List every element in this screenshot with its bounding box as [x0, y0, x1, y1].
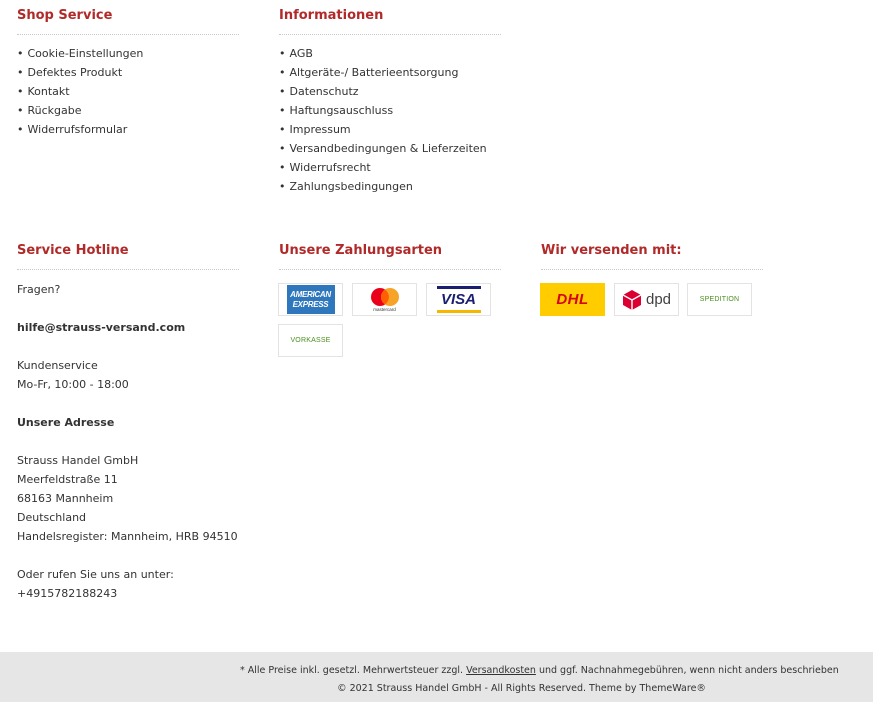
- dhl-badge: [540, 283, 605, 316]
- info-item-altgeraete[interactable]: [279, 63, 501, 82]
- address-country: Deutschland: [17, 511, 87, 524]
- shop-service-item-defekt[interactable]: [17, 63, 239, 82]
- withdrawal-form-link[interactable]: Widerrufsformular: [27, 123, 128, 136]
- info-item-agb[interactable]: [279, 44, 501, 63]
- footer-price-note-before: * Alle Preise inkl. gesetzl. Mehrwertsteuer zzgl.: [240, 665, 467, 676]
- info-item-datenschutz[interactable]: [279, 82, 501, 101]
- address-title: Unsere Adresse: [17, 416, 115, 429]
- hotline-phone[interactable]: +4915782188243: [17, 587, 118, 600]
- cookie-settings-link[interactable]: Cookie-Einstellungen: [27, 47, 144, 60]
- shop-service-section: [17, 6, 239, 139]
- payment-title: Unsere Zahlungsarten: [279, 243, 443, 258]
- shipping-title: Wir versenden mit:: [541, 243, 682, 258]
- defective-product-link[interactable]: Defektes Produkt: [27, 66, 123, 79]
- info-item-impressum[interactable]: [279, 120, 501, 139]
- informationen-list: [279, 44, 501, 196]
- mastercard-circles-icon: [368, 287, 402, 307]
- service-hotline-section: [17, 241, 239, 603]
- shipping-section: [541, 241, 763, 270]
- visa-logo: [437, 286, 481, 313]
- hotline-title: Service Hotline: [17, 243, 129, 258]
- shop-service-item-cookie[interactable]: [17, 44, 239, 63]
- informationen-title: Informationen: [279, 8, 384, 23]
- address-city: 68163 Mannheim: [17, 492, 114, 505]
- mastercard-logo: [368, 287, 402, 312]
- shop-service-item-widerrufsformular[interactable]: [17, 120, 239, 139]
- shop-service-divider: [17, 34, 239, 35]
- spedition-label: SPEDITION: [699, 296, 740, 303]
- info-item-haftung[interactable]: [279, 101, 501, 120]
- footer-price-note-after: und ggf. Nachnahmegebühren, wenn nicht anders beschrieben: [535, 665, 839, 676]
- hotline-divider: [17, 269, 239, 270]
- info-item-versand[interactable]: [279, 139, 501, 158]
- amex-badge: [278, 283, 343, 316]
- mastercard-badge: [352, 283, 417, 316]
- disclaimer-link[interactable]: Haftungsauschluss: [289, 104, 394, 117]
- shop-service-title: Shop Service: [17, 8, 113, 23]
- dpd-badge: [614, 283, 679, 316]
- footer-copyright: © 2021 Strauss Handel GmbH - All Rights Reserved. Theme by ThemeWare®: [337, 683, 706, 694]
- visa-label: VISA: [440, 291, 476, 308]
- amex-line2: EXPRESS: [292, 299, 329, 309]
- informationen-divider: [279, 34, 501, 35]
- mastercard-label: mastercard: [373, 307, 396, 312]
- shop-service-item-rueckgabe[interactable]: [17, 101, 239, 120]
- return-link[interactable]: Rückgabe: [27, 104, 82, 117]
- address-company: Strauss Handel GmbH: [17, 454, 139, 467]
- imprint-link[interactable]: Impressum: [289, 123, 351, 136]
- hotline-call-text: Oder rufen Sie uns an unter:: [17, 568, 174, 581]
- hotline-kundenservice: Kundenservice: [17, 359, 98, 372]
- withdrawal-right-link[interactable]: Widerrufsrecht: [289, 161, 371, 174]
- dpd-label: dpd: [645, 291, 672, 308]
- contact-link[interactable]: Kontakt: [27, 85, 70, 98]
- payment-section: [279, 241, 501, 270]
- dhl-logo: DHL: [556, 291, 589, 308]
- shipping-terms-link[interactable]: Versandbedingungen & Lieferzeiten: [289, 142, 487, 155]
- amex-logo: [287, 285, 335, 314]
- privacy-link[interactable]: Datenschutz: [289, 85, 359, 98]
- spedition-badge: [687, 283, 752, 316]
- payment-divider: [279, 269, 501, 270]
- shipping-divider: [541, 269, 763, 270]
- footer-price-note: [240, 662, 839, 679]
- disposal-link[interactable]: Altgeräte-/ Batterieentsorgung: [289, 66, 459, 79]
- dpd-cube-icon: [622, 289, 642, 311]
- payment-terms-link[interactable]: Zahlungsbedingungen: [289, 180, 413, 193]
- info-item-zahlung[interactable]: [279, 177, 501, 196]
- shop-service-item-kontakt[interactable]: [17, 82, 239, 101]
- vorkasse-badge: [278, 324, 343, 357]
- vorkasse-label: VORKASSE: [290, 337, 331, 344]
- hotline-hours: Mo-Fr, 10:00 - 18:00: [17, 378, 129, 391]
- informationen-section: [279, 6, 501, 196]
- shipping-costs-link[interactable]: Versandkosten: [466, 665, 536, 676]
- visa-badge: [426, 283, 491, 316]
- shop-service-list: [17, 44, 239, 139]
- hotline-email[interactable]: hilfe@strauss-versand.com: [17, 321, 186, 334]
- agb-link[interactable]: AGB: [289, 47, 313, 60]
- footer-bar: [0, 652, 873, 702]
- amex-line1: AMERICAN: [290, 289, 331, 299]
- info-item-widerrufsrecht[interactable]: [279, 158, 501, 177]
- hotline-questions: Fragen?: [17, 283, 61, 296]
- address-register: Handelsregister: Mannheim, HRB 94510: [17, 530, 238, 543]
- address-street: Meerfeldstraße 11: [17, 473, 118, 486]
